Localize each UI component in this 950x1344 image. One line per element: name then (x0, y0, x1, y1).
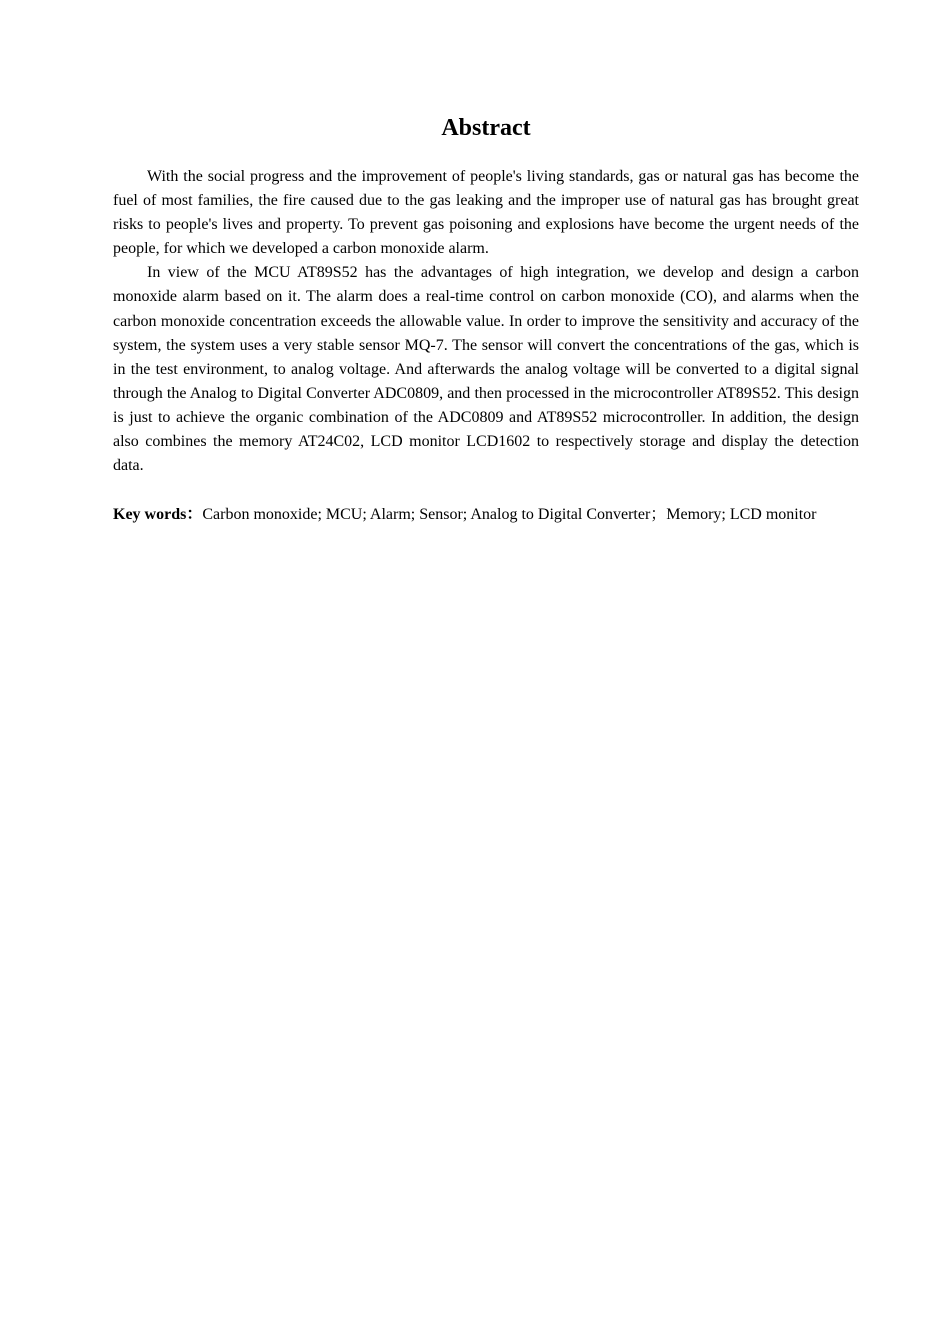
keywords-label: Key words： (113, 506, 203, 523)
abstract-paragraph: With the social progress and the improvement of people's living standards, gas or natural gas has become the fuel of most families, the fire caused due to the gas leaking and the improper use of natural gas has brought great risks to people's lives and property. To prevent gas poisoning and explosions have become the urgent needs of the people, for which we developed a carbon monoxide alarm. (113, 168, 859, 258)
keywords-line (113, 503, 873, 527)
abstract-paragraph: In view of the MCU AT89S52 has the advantages of high integration, we develop and design a carbon monoxide alarm based on it. The alarm does a real-time control on carbon monoxide (CO), and alarms when the carbon monoxide concentration exceeds the allowable value. In order to improve the sensitivity and accuracy of the system, the system uses a very stable sensor MQ-7. The sensor will convert the concentrations of the gas, which is in the test environment, to analog voltage. And afterwards the analog voltage will be converted to a digital signal through the Analog to Digital Converter ADC0809, and then processed in the microcontroller AT89S52. This design is just to achieve the organic combination of the ADC0809 and AT89S52 microcontroller. In addition, the design also combines the memory AT24C02, LCD monitor LCD1602 to respectively storage and display the detection data. (113, 264, 859, 475)
abstract-body (113, 165, 859, 478)
keywords-list: Carbon monoxide; MCU; Alarm; Sensor; Analog to Digital Converter；Memory; LCD monitor (202, 506, 817, 523)
abstract-title: Abstract (441, 115, 531, 141)
